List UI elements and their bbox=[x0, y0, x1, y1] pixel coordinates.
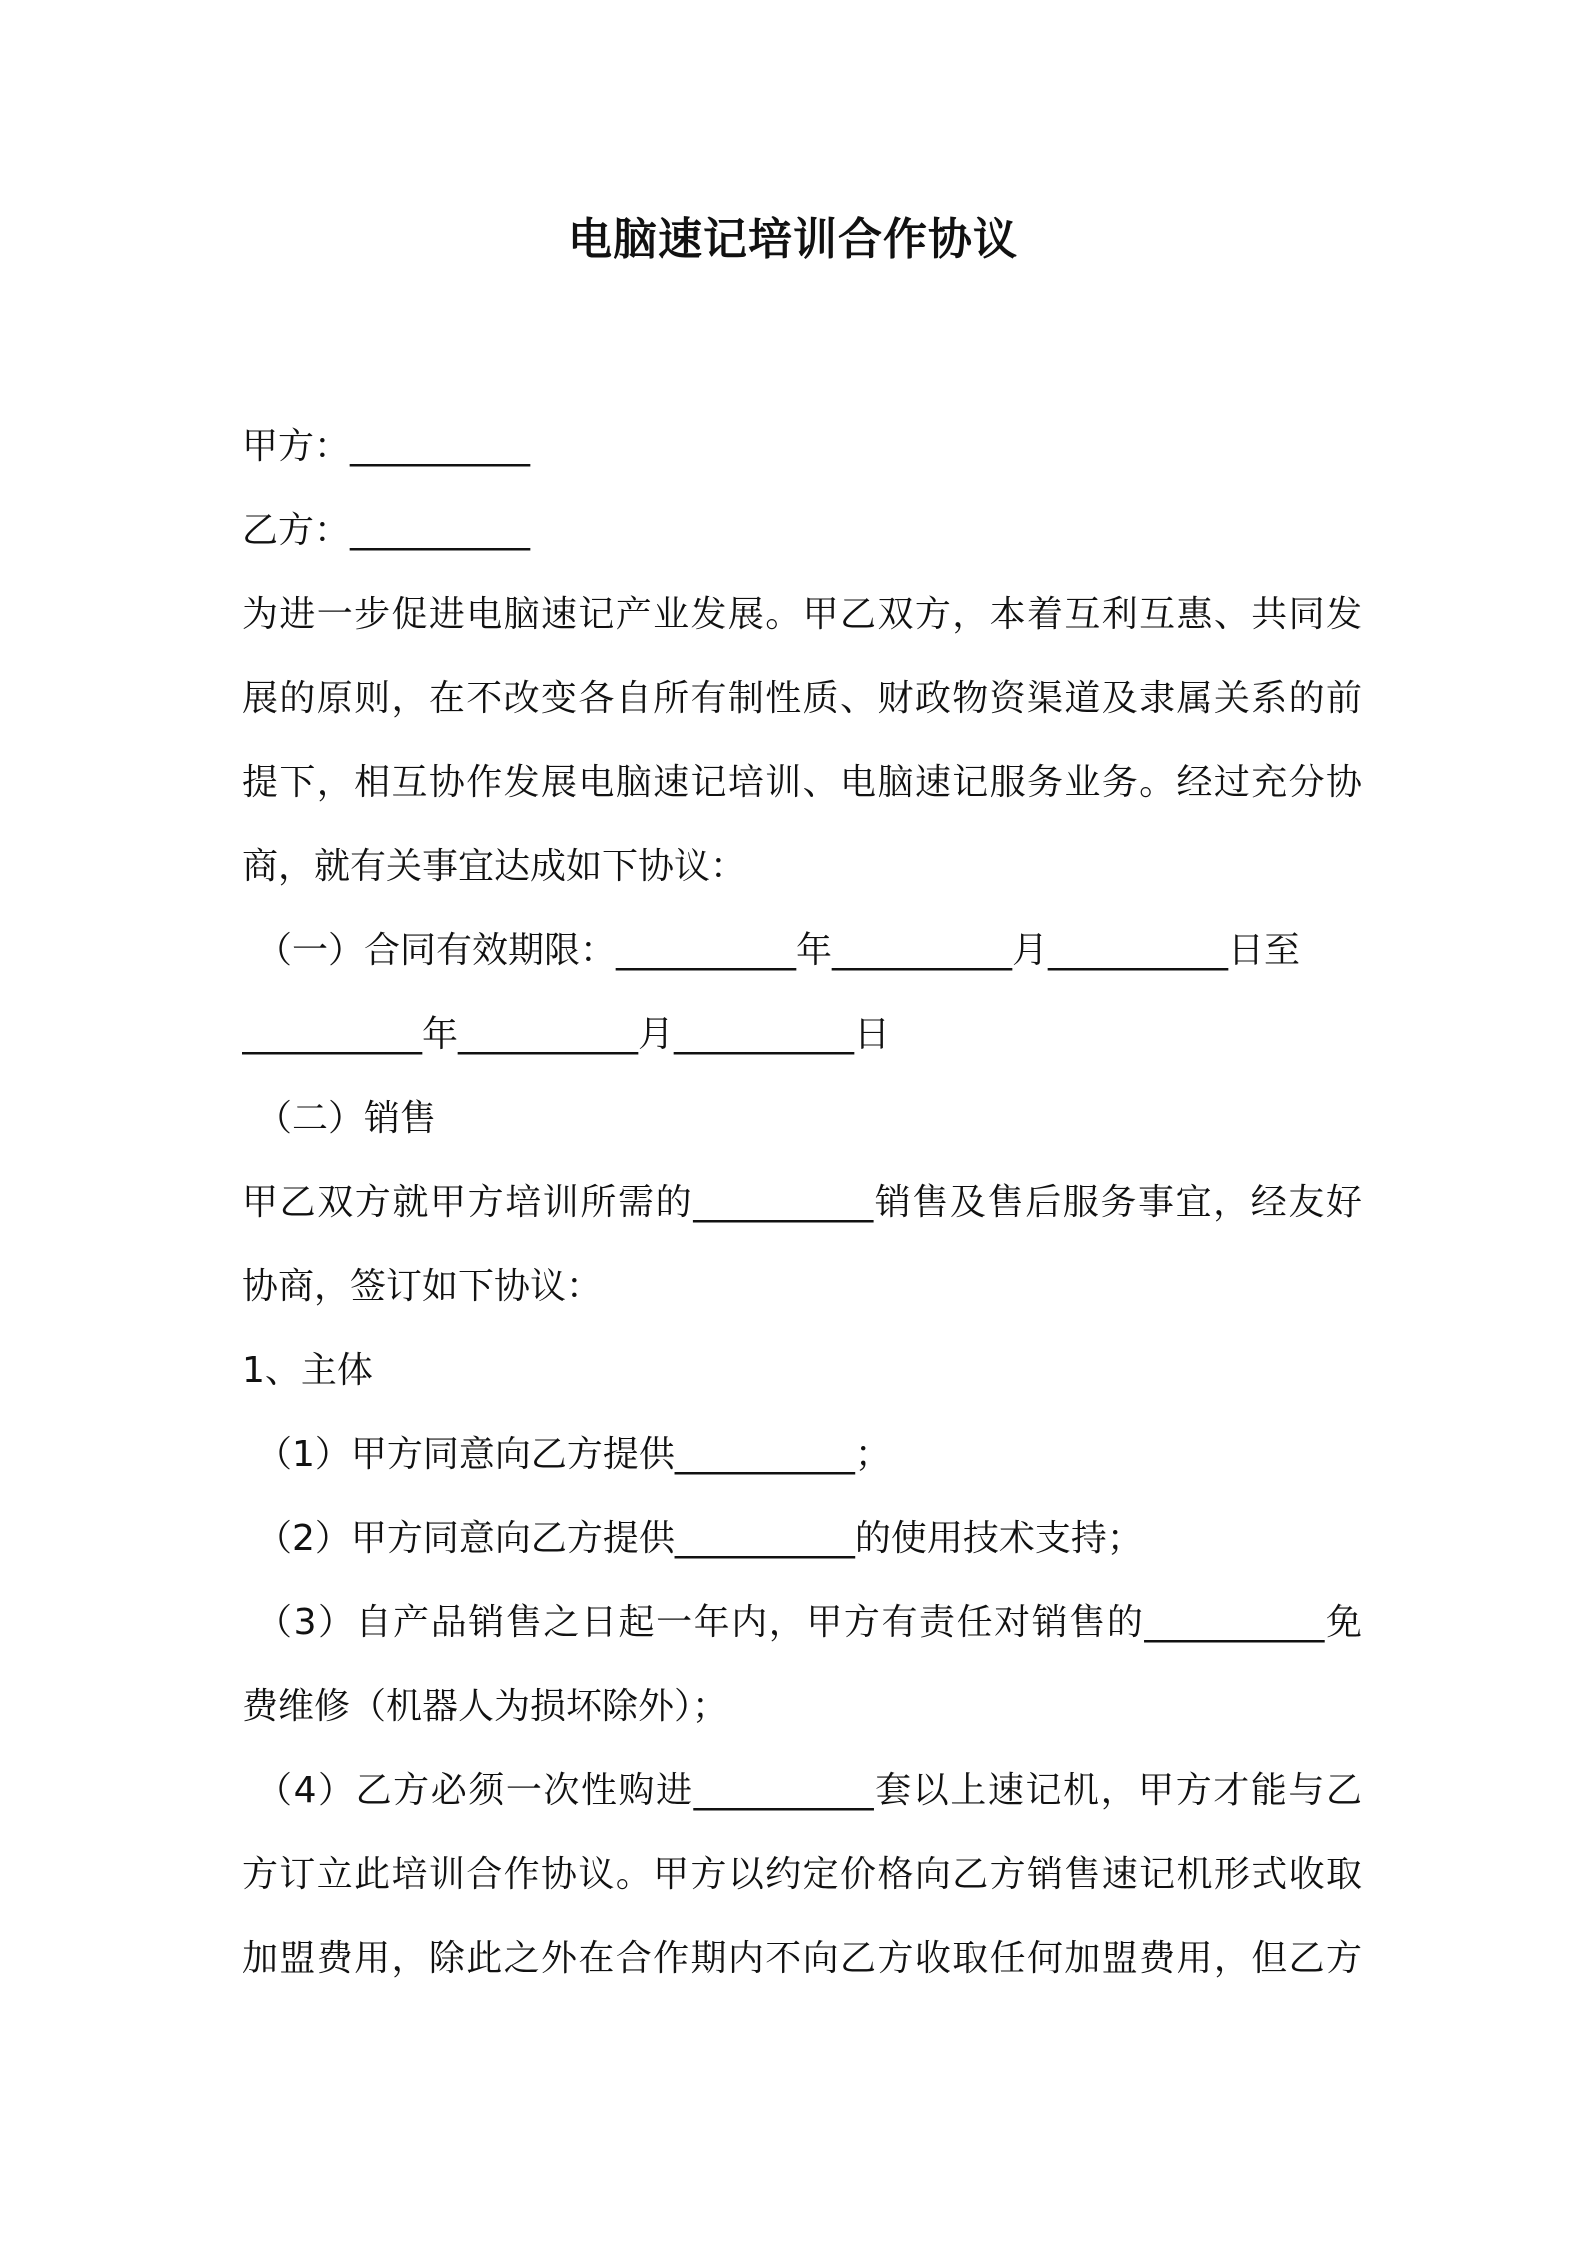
party-b-line: 乙方：__________ bbox=[242, 510, 531, 551]
document-body bbox=[242, 405, 1362, 2001]
section-heading-sales: （二）销售 bbox=[256, 1098, 437, 1139]
preamble-line: 商，就有关事宜达成如下协议： bbox=[242, 846, 747, 887]
clause-line: （1）甲方同意向乙方提供__________； bbox=[256, 1434, 891, 1475]
clause-line: （3）自产品销售之日起一年内，甲方有责任对销售的__________免 bbox=[256, 1602, 1362, 1643]
clause-line: （4）乙方必须一次性购进__________套以上速记机，甲方才能与乙 bbox=[256, 1770, 1362, 1811]
document-title: 电脑速记培训合作协议 bbox=[568, 214, 1018, 265]
contract-term-line: （一）合同有效期限：__________年__________月__________日至 bbox=[256, 930, 1301, 971]
contract-term-line: __________年__________月__________日 bbox=[242, 1014, 890, 1055]
clause-line: 方订立此培训合作协议。甲方以约定价格向乙方销售速记机形式收取 bbox=[242, 1854, 1362, 1895]
clause-line: 费维修（机器人为损坏除外）； bbox=[242, 1686, 729, 1727]
clause-line: （2）甲方同意向乙方提供__________的使用技术支持； bbox=[256, 1518, 1143, 1559]
preamble-line: 提下，相互协作发展电脑速记培训、电脑速记服务业务。经过充分协 bbox=[242, 762, 1362, 803]
party-a-line: 甲方：__________ bbox=[242, 426, 531, 467]
sales-paragraph-line: 甲乙双方就甲方培训所需的__________销售及售后服务事宜，经友好 bbox=[242, 1182, 1362, 1223]
clause-line: 加盟费用，除此之外在合作期内不向乙方收取任何加盟费用，但乙方 bbox=[242, 1938, 1362, 1979]
preamble-line: 为进一步促进电脑速记产业发展。甲乙双方，本着互利互惠、共同发 bbox=[242, 594, 1362, 635]
preamble-line: 展的原则，在不改变各自所有制性质、财政物资渠道及隶属关系的前 bbox=[242, 678, 1362, 719]
sales-paragraph-line: 协商，签订如下协议： bbox=[242, 1266, 603, 1307]
subsection-heading-subject: 1、主体 bbox=[242, 1350, 373, 1391]
